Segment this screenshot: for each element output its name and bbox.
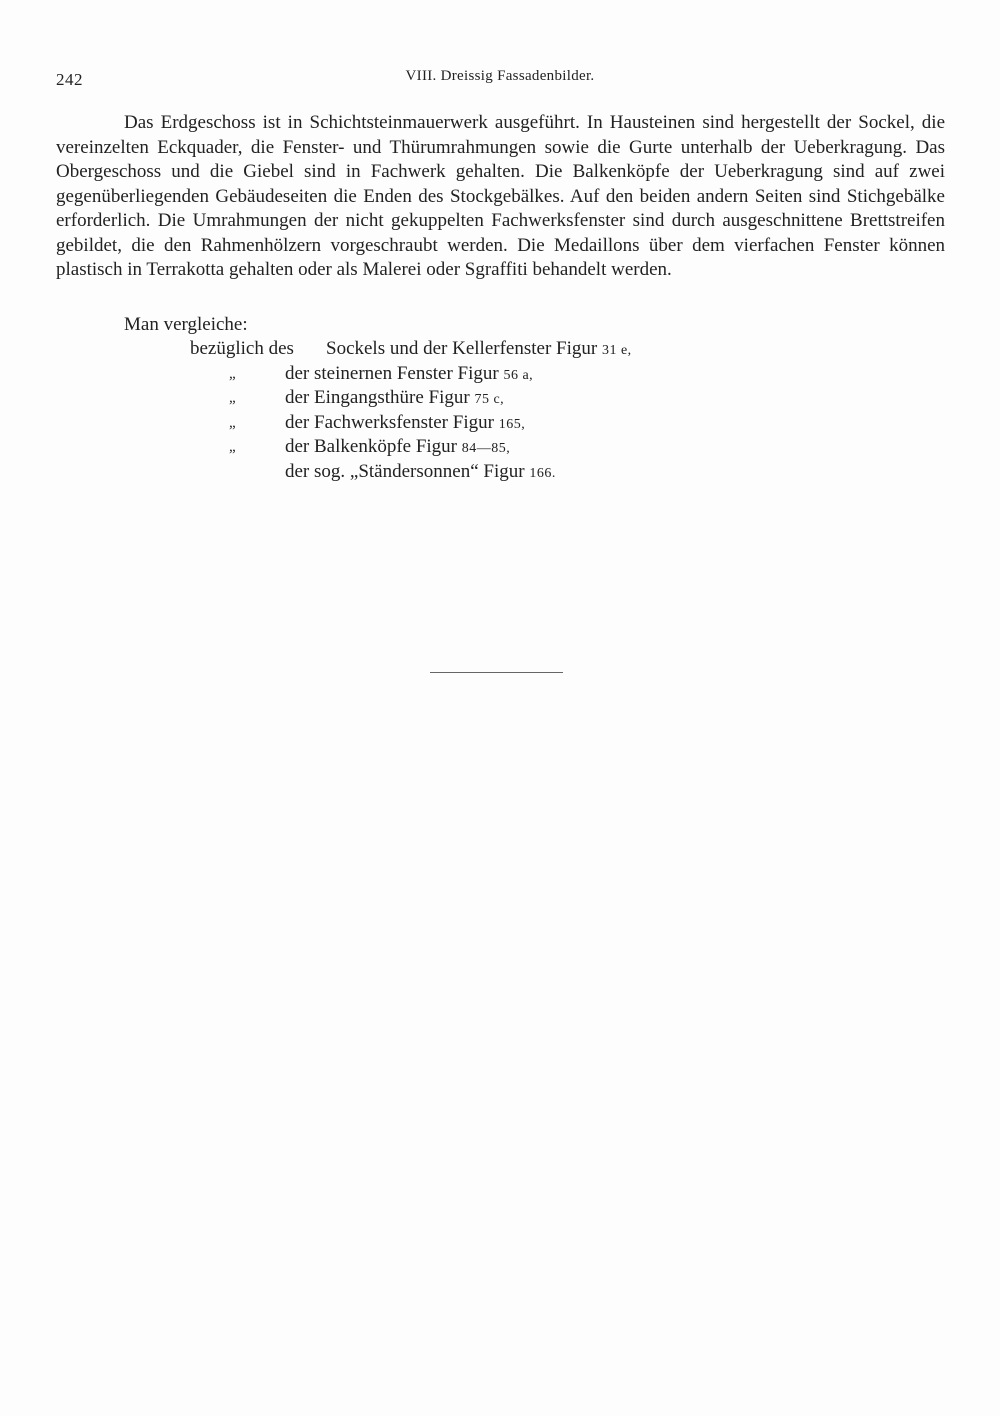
reference-prefix: bezüglich des bbox=[190, 338, 294, 359]
reference-item bbox=[0, 460, 1000, 485]
figure-number: 165, bbox=[498, 416, 526, 432]
reference-item bbox=[0, 337, 1000, 362]
compare-intro: Man vergleiche: bbox=[124, 314, 248, 335]
reference-list bbox=[0, 337, 1000, 484]
reference-text bbox=[285, 411, 525, 438]
reference-text bbox=[285, 386, 504, 413]
section-end-rule bbox=[430, 672, 563, 673]
figure-number: 31 e, bbox=[601, 343, 632, 358]
figure-number: 56 a, bbox=[503, 367, 534, 383]
ditto-mark: „ bbox=[229, 365, 236, 382]
reference-text bbox=[285, 435, 510, 462]
reference-text bbox=[326, 337, 632, 364]
reference-item bbox=[0, 386, 1000, 411]
reference-text bbox=[285, 362, 533, 389]
reference-label: der Balkenköpfe Figur bbox=[285, 436, 458, 457]
reference-label: der sog. „Ständersonnen“ Figur bbox=[285, 460, 525, 482]
page-number: 242 bbox=[56, 70, 83, 89]
running-head: VIII. Dreissig Fassadenbilder. bbox=[405, 68, 595, 84]
body-paragraph: Das Erdgeschoss ist in Schichtsteinmauerwerk ausgeführt. In Hausteinen sind hergestellt der Sockel, die vereinzelten Eckquader, die Fenster- und Thürumrahmungen sowie die Gurte unterhalb der Ueberkragung. Das Obergeschoss und die Giebel sind in Fachwerk gehalten. Die Balkenköpfe der Ueberkragung sind auf zwei gegenüberliegenden Gebäudeseiten die Enden des Stockgebälkes. Auf den beiden andern Seiten sind Stichgebälke erforderlich. Die Umrahmungen der nicht gekuppelten Fachwerksfenster sind durch ausgeschnittene Brettstreifen gebildet, die den Rahmenhölzern vorgeschraubt werden. Die Medaillons über dem vierfachen Fenster können plastisch in Terrakotta gehalten oder als Malerei oder Sgraffiti behandelt werden. bbox=[56, 112, 945, 280]
reference-label: der steinernen Fenster Figur bbox=[285, 362, 499, 384]
reference-label: der Fachwerksfenster Figur bbox=[285, 411, 494, 433]
reference-label: Sockels und der Kellerfenster Figur bbox=[326, 338, 598, 359]
figure-number: 166. bbox=[529, 465, 556, 481]
reference-item bbox=[0, 411, 1000, 436]
reference-item bbox=[0, 362, 1000, 387]
ditto-mark: „ bbox=[229, 390, 236, 406]
figure-number: 84—85, bbox=[461, 441, 511, 456]
figure-number: 75 c, bbox=[474, 392, 505, 407]
ditto-mark: „ bbox=[229, 414, 236, 431]
ditto-mark: „ bbox=[229, 439, 236, 455]
reference-item bbox=[0, 435, 1000, 460]
reference-label: der Eingangsthüre Figur bbox=[285, 387, 470, 408]
reference-text bbox=[285, 460, 556, 487]
